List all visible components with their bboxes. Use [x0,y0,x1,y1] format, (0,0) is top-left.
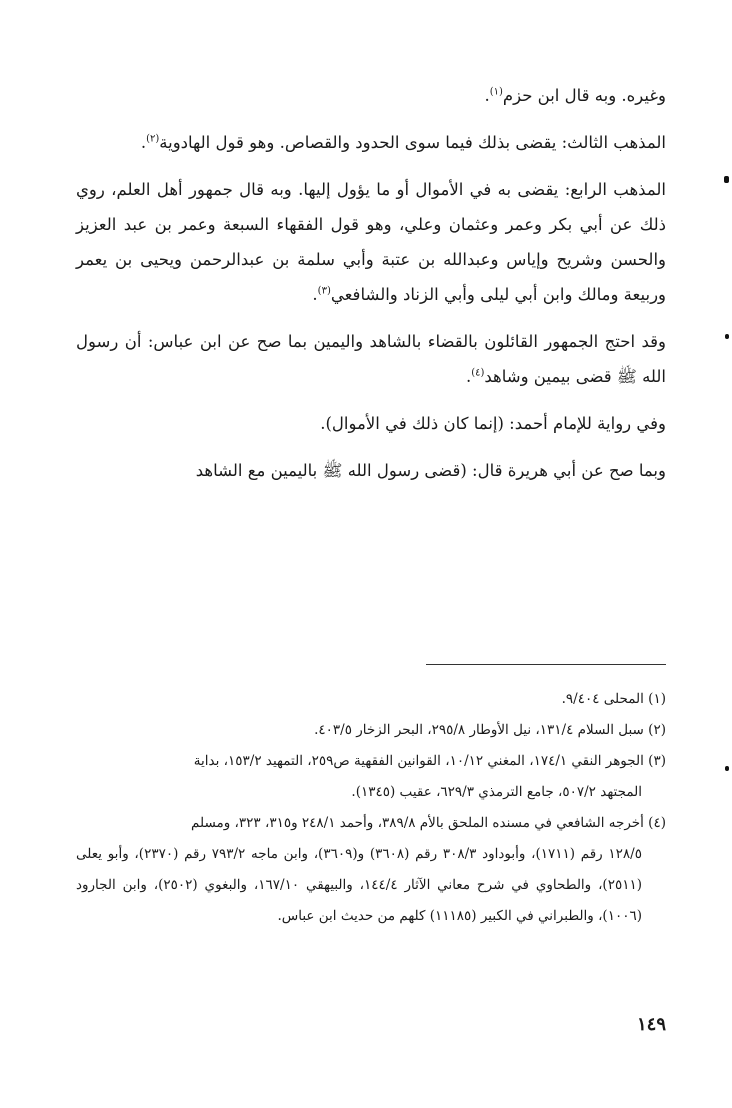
footnote: (١) المحلى ٩/٤٠٤. [561,691,666,707]
paragraph: المذهب الثالث: يقضى بذلك فيما سوى الحدود والقصاص. وهو قول الهادوية$^{(٢)}$. [140,133,666,152]
footnote-ref: (٤) [471,367,485,379]
footnote-ref: (١) [489,86,503,98]
main-text [76,78,666,488]
margin-mark [724,176,729,183]
page [76,78,666,1078]
paragraph: وبما صح عن أبي هريرة قال: (قضى رسول الله ﷺ باليمين مع الشاهد [195,461,666,480]
footnote-separator [426,664,666,665]
paragraph: وغيره. وبه قال ابن حزم$^{(١)}$. [484,86,666,105]
paragraph: المذهب الرابع: يقضى به في الأموال أو ما يؤول إليها. وبه قال جمهور أهل العلم، روي ذلك عن أبي بكر وعمر وعثمان وعلي، وهو قول الفقهاء السبعة وعمر بن عبد العزيز والحسن وشريح وإياس وعبدالله بن عتبة وأبي سلمة بن عبدالرحمن ويحيى بن يعمر وربيعة ومالك وابن أبي ليلى وأبي الزناد والشافعي$^{(٣)}$. [76,180,666,304]
footnote: (٢) سبل السلام ١٣١/٤، نيل الأوطار ٢٩٥/٨، البحر الزخار ٤٠٣/٥. [314,722,666,738]
footnote-ref: (٢) [146,133,160,145]
footnotes [76,684,666,932]
footnote: (٣) الجوهر النقي ١٧٤/١، المغني ١٠/١٢، القوانين الفقهية ص٢٥٩، التمهيد ١٥٣/٢، بداية المجتهد ٥٠٧/٢، جامع الترمذي ٦٢٩/٣، عقيب (١٣٤٥). [193,753,666,800]
page-number: ١٤٩ [636,1014,666,1035]
margin-mark [725,766,729,771]
footnote-ref: (٣) [317,285,331,297]
footnote: (٤) أخرجه الشافعي في مسنده الملحق بالأم ٣٨٩/٨، وأحمد ٢٤٨/١ و٣١٥، ٣٢٣، ومسلم ١٢٨/٥ رقم (١٧١١)، وأبوداود ٣٠٨/٣ رقم (٣٦٠٨) و(٣٦٠٩)، وابن ماجه ٧٩٣/٢ رقم (٢٣٧٠)، وأبو يعلى (٢٥١١)، والطحاوي في شرح معاني الآثار ١٤٤/٤، والبيهقي ١٦٧/١٠، والبغوي (٢٥٠٢)، وابن الجارود (١٠٠٦)، والطبراني في الكبير (١١١٨٥) كلهم من حديث ابن عباس. [76,815,666,924]
paragraph: وفي رواية للإمام أحمد: (إنما كان ذلك في الأموال). [320,414,666,433]
margin-mark [725,334,729,339]
paragraph: وقد احتج الجمهور القائلون بالقضاء بالشاهد واليمين بما صح عن ابن عباس: أن رسول الله ﷺ قضى بيمين وشاهد$^{(٤)}$. [76,332,666,386]
